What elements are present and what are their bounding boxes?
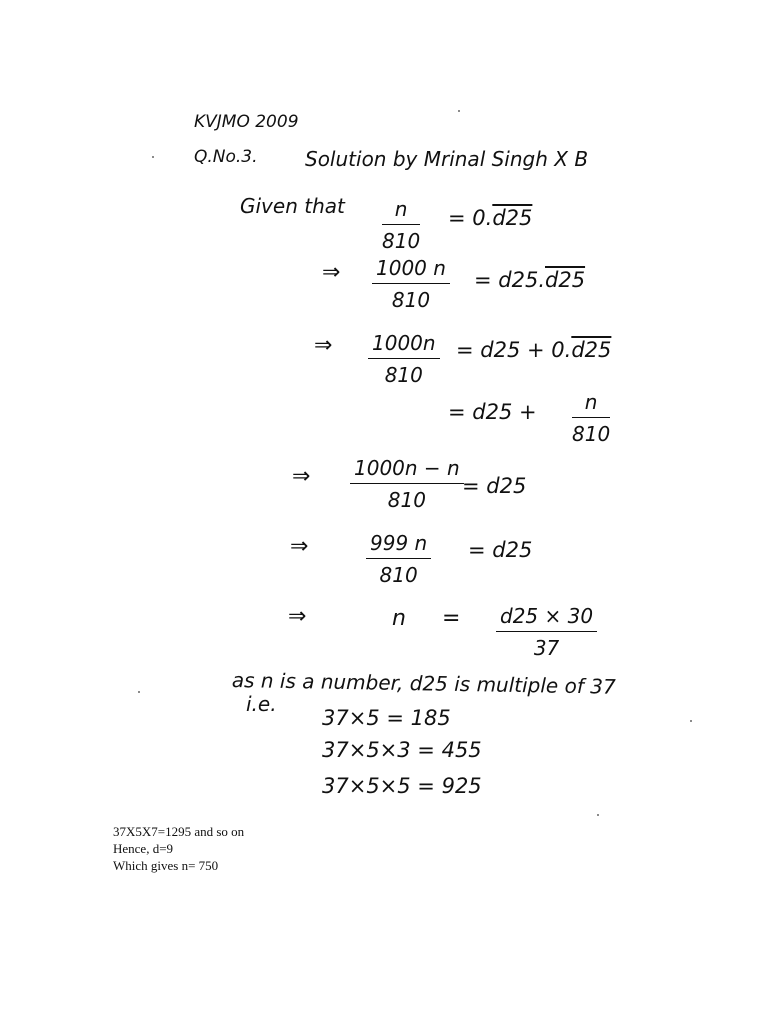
fraction-denominator: 810 <box>382 229 421 253</box>
equation-rhs: = d25 + <box>448 400 537 424</box>
scan-speck <box>458 110 460 112</box>
equation-rhs: = d25 <box>468 538 533 562</box>
fraction-numerator: 1000n <box>368 333 440 359</box>
variable-n: n <box>392 606 406 631</box>
given-that-label: Given that <box>240 194 345 218</box>
equals-sign: = <box>442 606 461 631</box>
scan-speck <box>690 720 692 722</box>
fraction-denominator: 810 <box>391 288 431 312</box>
repeating-digits: d25 <box>492 206 533 230</box>
typed-line: 37X5X7=1295 and so on <box>113 824 245 839</box>
implies-arrow: ⇒ <box>288 604 307 629</box>
fraction-denominator: 810 <box>379 563 418 587</box>
question-number: Q.No.3. <box>194 147 258 167</box>
typed-line: Hence, d=9 <box>113 841 174 856</box>
fraction-denominator: 810 <box>384 363 423 387</box>
reasoning-line: as n is a number, d25 is multiple of 37 <box>231 668 616 699</box>
fraction-numerator: d25 × 30 <box>496 606 597 632</box>
product-line: 37×5×5 = 925 <box>322 774 482 798</box>
rhs-prefix: = 0. <box>448 206 493 230</box>
equation-rhs <box>474 270 585 291</box>
fraction-999n-over-810 <box>366 533 431 585</box>
equation-rhs: = d25 <box>462 474 527 498</box>
fraction-denominator: 37 <box>533 636 560 660</box>
fraction-denominator: 810 <box>387 488 426 512</box>
fraction-999n-over-810 <box>350 458 464 510</box>
repeating-digits: d25 <box>545 268 586 292</box>
scan-speck <box>152 156 154 158</box>
fraction-1000n-over-810 <box>372 258 450 310</box>
fraction-n-over-810 <box>382 199 420 251</box>
fraction-numerator: 1000 n <box>372 258 450 284</box>
implies-arrow: ⇒ <box>292 464 311 489</box>
product-line: 37×5 = 185 <box>322 706 451 730</box>
scan-speck <box>597 814 599 816</box>
product-line: 37×5×3 = 455 <box>322 738 482 762</box>
implies-arrow: ⇒ <box>314 333 333 358</box>
equation-rhs <box>448 208 532 229</box>
fraction-numerator: n <box>382 199 420 225</box>
fraction-denominator: 810 <box>572 422 611 446</box>
repeating-digits: d25 <box>571 338 612 362</box>
ie-label: i.e. <box>246 692 277 716</box>
event-title: KVJMO 2009 <box>194 112 299 132</box>
equation-rhs <box>456 340 611 361</box>
scan-speck <box>138 691 140 693</box>
fraction-numerator: 999 n <box>366 533 431 559</box>
fraction-d25x30-over-37 <box>496 606 597 658</box>
fraction-numerator: n <box>572 392 610 418</box>
rhs-prefix: = d25 + 0. <box>456 338 572 362</box>
fraction-numerator: 1000n − n <box>350 458 464 484</box>
typed-line: Which gives n= 750 <box>113 858 219 873</box>
rhs-prefix: = d25. <box>474 268 545 292</box>
fraction-1000n-over-810 <box>368 333 440 385</box>
author-line: Solution by Mrinal Singh X B <box>305 147 589 171</box>
implies-arrow: ⇒ <box>322 260 341 285</box>
fraction-n-over-810 <box>572 392 610 444</box>
implies-arrow: ⇒ <box>290 534 309 559</box>
